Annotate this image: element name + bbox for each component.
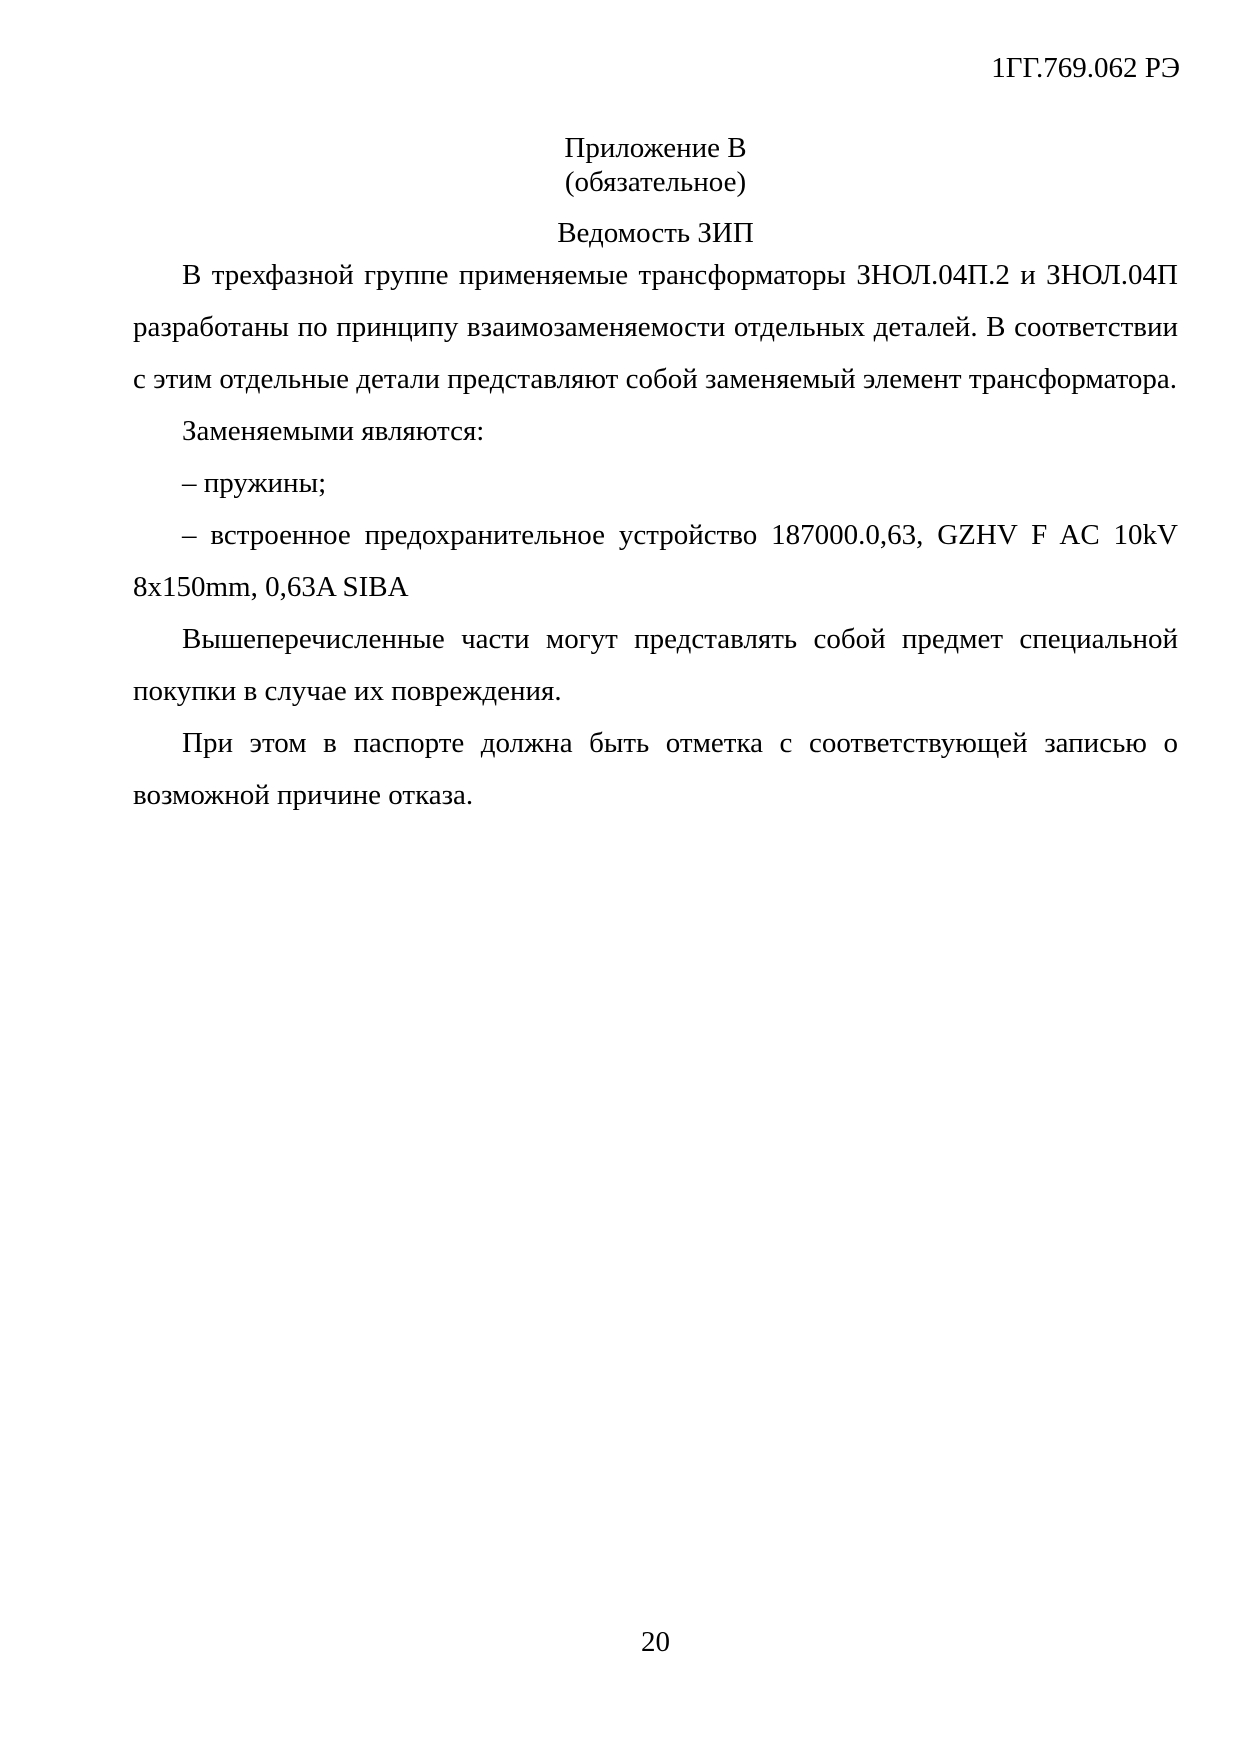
paragraph-passport-note: При этом в паспорте должна быть отметка с соответствующей записью о возможной причине отказа.: [133, 727, 1178, 811]
section-title: Ведомость ЗИП: [557, 217, 754, 249]
page-number: 20: [641, 1626, 670, 1658]
appendix-title-block: [133, 131, 1178, 199]
document-body: [133, 249, 1178, 821]
doc-number: 1ГГ.769.062 РЭ: [991, 52, 1180, 84]
paragraph-special-purchase: Вышеперечисленные части могут представлять собой предмет специальной покупки в случае их повреждения.: [133, 623, 1178, 707]
appendix-title: Приложение В: [564, 132, 747, 164]
list-item-springs: – пружины;: [182, 467, 327, 499]
appendix-subtitle: (обязательное): [564, 166, 747, 198]
list-item-fuse: – встроенное предохранительное устройство 187000.0,63, GZHV F AC 10kV 8x150mm, 0,63A SIBA: [133, 519, 1178, 603]
paragraph-intro: В трехфазной группе применяемые трансформаторы ЗНОЛ.04П.2 и ЗНОЛ.04П разработаны по принципу взаимозаменяемости отдельных деталей. В соответствии с этим отдельные детали представляют собой заменяемый элемент трансформатора.: [133, 259, 1178, 395]
paragraph-replaceable-heading: Заменяемыми являются:: [182, 415, 485, 447]
